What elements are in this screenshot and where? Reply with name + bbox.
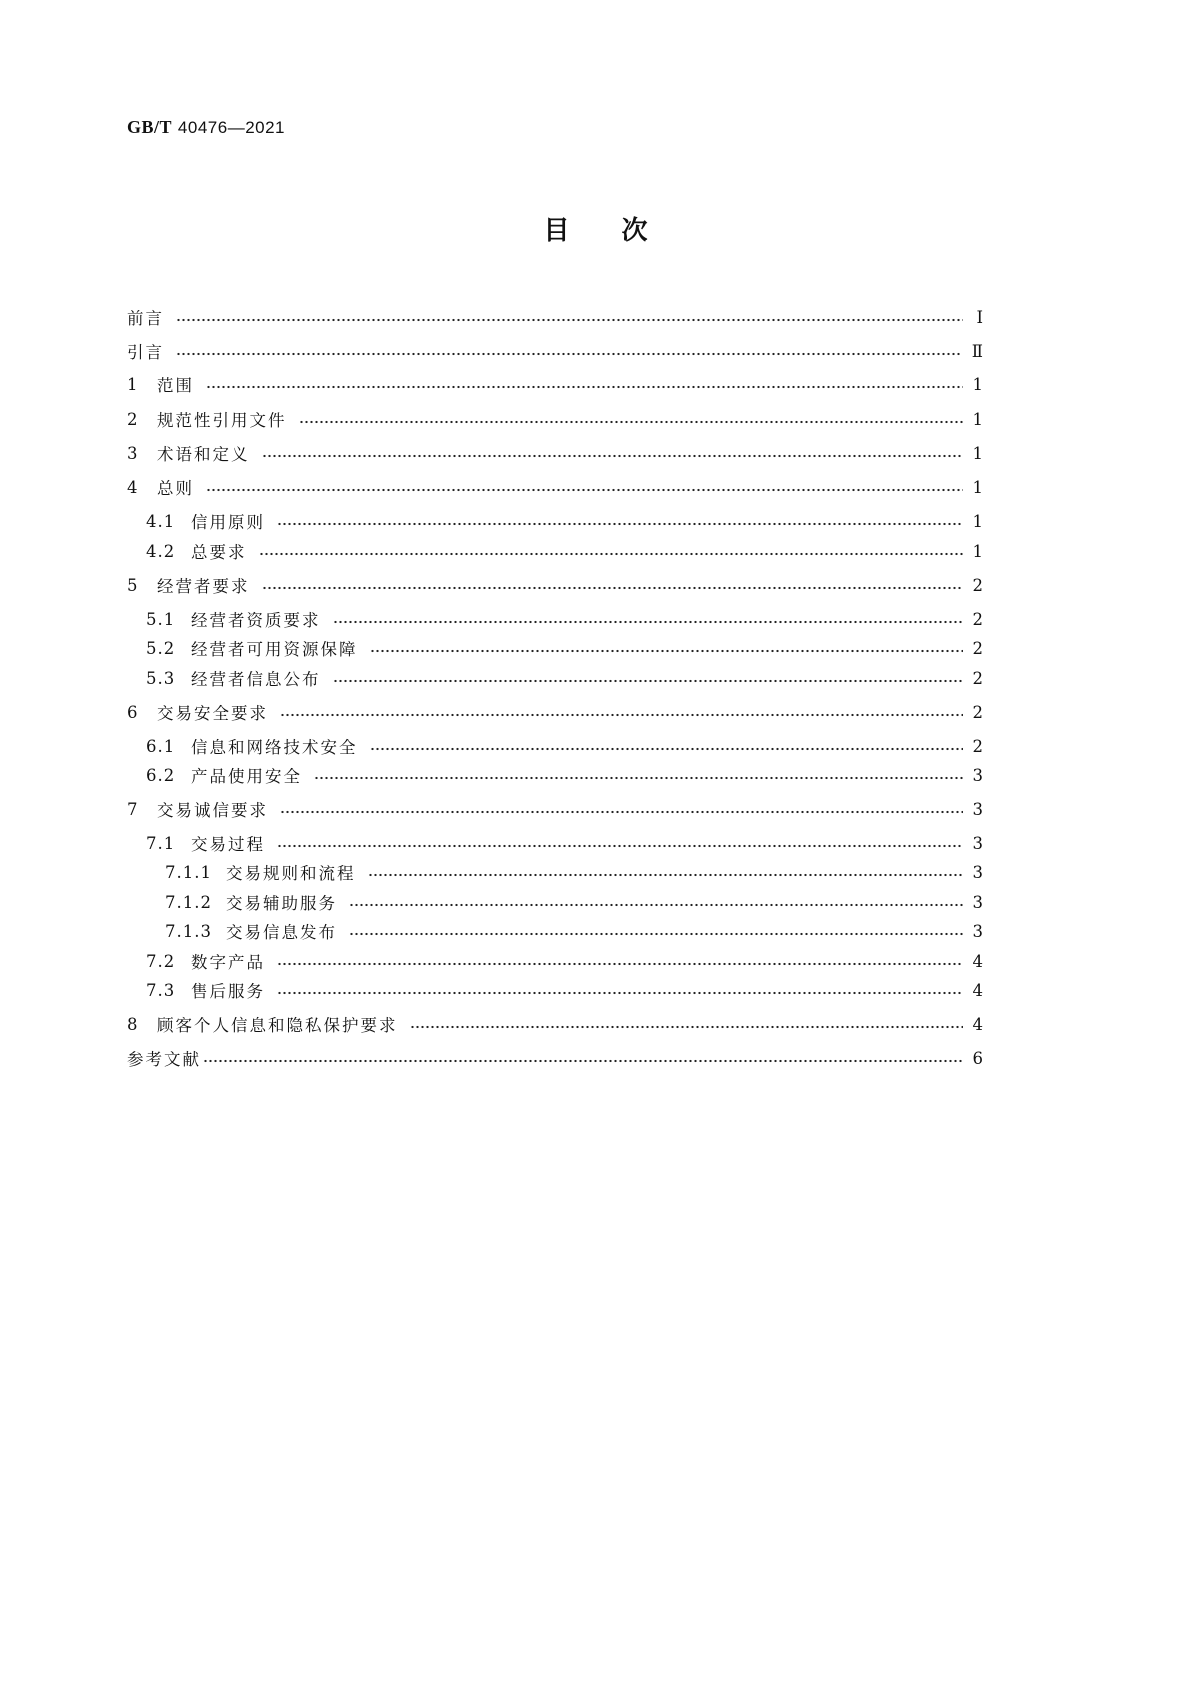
- toc-entry-page: 4: [972, 980, 983, 1000]
- toc-entry[interactable]: [127, 1013, 983, 1035]
- toc-entry[interactable]: [165, 891, 983, 913]
- dot-leader: [262, 454, 963, 458]
- toc-entry[interactable]: [127, 408, 983, 430]
- toc-entry[interactable]: [146, 540, 983, 562]
- toc-entry-number: 6.1: [146, 736, 176, 756]
- toc-entry-number: 8: [127, 1014, 139, 1034]
- dot-leader: [333, 679, 963, 683]
- dot-leader: [176, 318, 963, 322]
- toc-entry-page: 3: [972, 765, 983, 785]
- dot-leader: [206, 385, 963, 389]
- dot-leader: [277, 522, 963, 526]
- toc-entry-page: 4: [972, 951, 983, 971]
- standard-number: 40476—2021: [177, 118, 286, 137]
- toc-entry[interactable]: [127, 574, 983, 596]
- standard-code: [127, 117, 285, 138]
- toc-entry-page: 2: [972, 609, 983, 629]
- toc-entry-label: 交易规则和流程: [226, 864, 356, 883]
- toc-entry-label: 售后服务: [191, 982, 265, 1001]
- dot-leader: [277, 962, 963, 966]
- dot-leader: [410, 1025, 963, 1029]
- toc-entry-page: 1: [972, 541, 983, 561]
- toc-entry[interactable]: [146, 979, 983, 1001]
- toc-entry[interactable]: [146, 510, 983, 532]
- toc-entry-number: 5: [127, 575, 139, 595]
- toc-entry[interactable]: [146, 637, 983, 659]
- dot-leader: [277, 991, 963, 995]
- toc-entry-label: 交易过程: [191, 835, 265, 854]
- toc-entry[interactable]: [146, 950, 983, 972]
- dot-leader: [203, 1059, 963, 1063]
- toc-entry-label: 参考文献: [127, 1050, 201, 1069]
- toc-entry-number: 6: [127, 702, 139, 722]
- toc-entry-page: 2: [972, 702, 983, 722]
- toc-entry-label: 术语和定义: [157, 445, 250, 464]
- toc-entry-number: 5.3: [146, 668, 176, 688]
- toc-entry[interactable]: [127, 306, 983, 328]
- toc-entry[interactable]: [146, 735, 983, 757]
- toc-entry-number: 7.1: [146, 833, 176, 853]
- toc-entry-page: 3: [972, 862, 983, 882]
- toc-entry-page: 3: [972, 892, 983, 912]
- toc-entry-number: 7: [127, 799, 139, 819]
- page-title: 目次: [543, 216, 700, 246]
- toc-entry[interactable]: [127, 373, 983, 395]
- toc-entry-page: 1: [972, 511, 983, 531]
- toc-entry-label: 产品使用安全: [191, 767, 302, 786]
- toc-entry-page: 4: [972, 1014, 983, 1034]
- dot-leader: [299, 420, 963, 424]
- toc-entry-number: 1: [127, 374, 139, 394]
- toc-entry-page: 2: [972, 736, 983, 756]
- toc-entry-number: 6.2: [146, 765, 176, 785]
- dot-leader: [277, 844, 963, 848]
- toc-entry-label: 规范性引用文件: [157, 411, 287, 430]
- toc-entry-number: 7.3: [146, 980, 176, 1000]
- dot-leader: [206, 488, 963, 492]
- toc-entry-number: 7.1.3: [165, 921, 212, 941]
- toc-entry-label: 经营者信息公布: [191, 670, 321, 689]
- dot-leader: [370, 649, 963, 653]
- dot-leader: [333, 620, 963, 624]
- toc-entry-label: 引言: [127, 343, 164, 362]
- toc-entry-label: 信息和网络技术安全: [191, 738, 358, 757]
- dot-leader: [314, 776, 963, 780]
- toc-entry-page: Ⅱ: [971, 341, 983, 361]
- toc-entry-label: 经营者可用资源保障: [191, 640, 358, 659]
- toc-entry-page: 3: [972, 799, 983, 819]
- dot-leader: [176, 352, 962, 356]
- toc-entry-page: 1: [972, 409, 983, 429]
- toc-entry-page: 3: [972, 833, 983, 853]
- dot-leader: [349, 932, 963, 936]
- toc-entry-number: 7.1.2: [165, 892, 212, 912]
- toc-entry-label: 信用原则: [191, 513, 265, 532]
- dot-leader: [280, 713, 963, 717]
- toc-entry-label: 交易信息发布: [226, 923, 337, 942]
- dot-leader: [259, 552, 963, 556]
- toc-entry-page: 1: [972, 477, 983, 497]
- toc-entry-number: 2: [127, 409, 139, 429]
- toc-entry-number: 3: [127, 443, 139, 463]
- toc-entry[interactable]: [165, 920, 983, 942]
- toc-entry-label: 经营者资质要求: [191, 611, 321, 630]
- toc-entry-label: 总则: [157, 479, 194, 498]
- toc-entry[interactable]: [127, 340, 983, 362]
- dot-leader: [349, 903, 963, 907]
- toc-entry-page: 2: [972, 638, 983, 658]
- toc-entry-number: 4.1: [146, 511, 176, 531]
- toc-entry[interactable]: [127, 701, 983, 723]
- toc-entry-label: 交易安全要求: [157, 704, 268, 723]
- dot-leader: [262, 586, 963, 590]
- toc-entry-page: 2: [972, 575, 983, 595]
- toc-entry-label: 范围: [157, 376, 194, 395]
- toc-entry-number: 7.2: [146, 951, 176, 971]
- toc-entry-number: 5.2: [146, 638, 176, 658]
- dot-leader: [280, 810, 963, 814]
- toc-entry[interactable]: [127, 798, 983, 820]
- toc-entry-page: 3: [972, 921, 983, 941]
- toc-entry-number: 4: [127, 477, 139, 497]
- toc-entry-label: 顾客个人信息和隐私保护要求: [157, 1016, 398, 1035]
- toc-entry-label: 前言: [127, 309, 164, 328]
- toc-entry-label: 经营者要求: [157, 577, 250, 596]
- toc-entry[interactable]: [127, 476, 983, 498]
- toc-entry[interactable]: [127, 1047, 983, 1069]
- toc-entry-number: 5.1: [146, 609, 176, 629]
- toc-entry-page: 2: [972, 668, 983, 688]
- dot-leader: [368, 873, 963, 877]
- toc-entry[interactable]: [146, 832, 983, 854]
- dot-leader: [370, 747, 963, 751]
- toc-entry[interactable]: [146, 667, 983, 689]
- toc-entry-label: 总要求: [191, 543, 247, 562]
- toc-entry[interactable]: [146, 764, 983, 786]
- toc-entry-page: Ⅰ: [976, 307, 983, 327]
- toc-entry[interactable]: [165, 861, 983, 883]
- toc-entry-number: 4.2: [146, 541, 176, 561]
- toc-entry-number: 7.1.1: [165, 862, 212, 882]
- toc-entry-page: 1: [972, 374, 983, 394]
- toc-entry-page: 1: [972, 443, 983, 463]
- standard-prefix: GB/T: [127, 117, 173, 137]
- toc-entry-label: 交易辅助服务: [226, 894, 337, 913]
- toc-entry-label: 数字产品: [191, 953, 265, 972]
- toc-entry-page: 6: [972, 1048, 983, 1068]
- toc-entry-label: 交易诚信要求: [157, 801, 268, 820]
- toc-entry[interactable]: [146, 608, 983, 630]
- toc-entry[interactable]: [127, 442, 983, 464]
